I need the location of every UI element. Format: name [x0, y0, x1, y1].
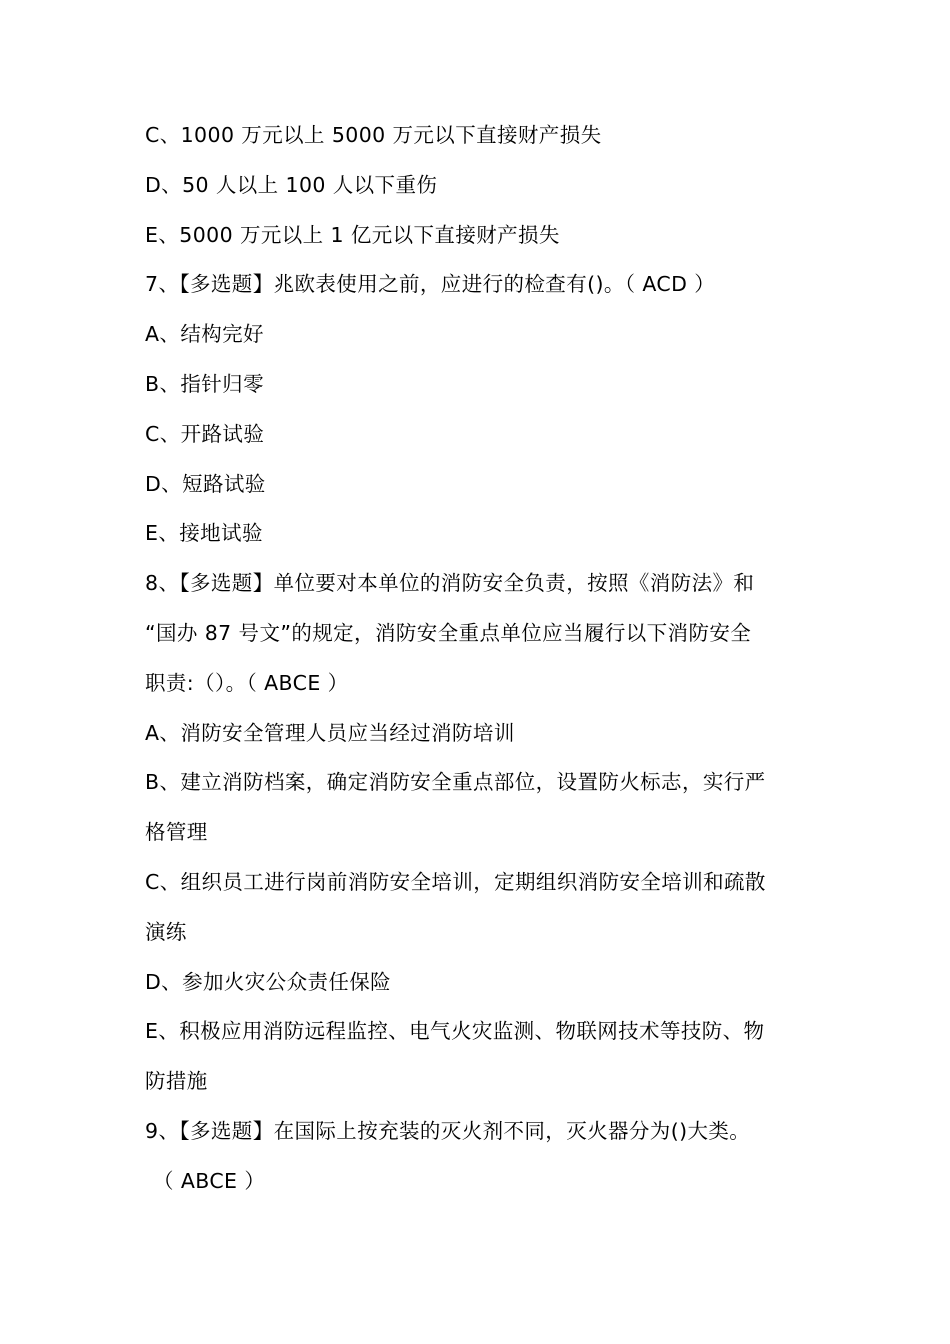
- question-8-option-e-line-2: 防措施: [145, 1069, 208, 1094]
- question-9-answer: （ ABCE ）: [153, 1168, 266, 1193]
- option-d-line: D、50 人以上 100 人以下重伤: [145, 172, 438, 197]
- document-body: [145, 111, 810, 1207]
- question-8-line-2: “国办 87 号文”的规定，消防安全重点单位应当履行以下消防安全: [145, 620, 752, 645]
- option-e-line: E、5000 万元以上 1 亿元以下直接财产损失: [145, 222, 560, 247]
- question-7-option-b: B、指针归零: [145, 371, 264, 396]
- question-7-option-c: C、开路试验: [145, 421, 265, 446]
- question-7-option-d: D、短路试验: [145, 471, 266, 496]
- question-7-option-a: A、结构完好: [145, 322, 264, 347]
- question-7-option-e: E、接地试验: [145, 521, 263, 546]
- question-8-option-c-line-1: C、组织员工进行岗前消防安全培训，定期组织消防安全培训和疏散: [145, 869, 766, 894]
- question-8-option-b-line-2: 格管理: [145, 820, 208, 845]
- question-9-line-1: 9、【多选题】在国际上按充装的灭火剂不同，灭火器分为()大类。: [145, 1118, 751, 1143]
- question-8-option-b-line-1: B、建立消防档案，确定消防安全重点部位，设置防火标志，实行严: [145, 770, 766, 795]
- question-8-line-3: 职责:（）。（ ABCE ）: [145, 670, 349, 695]
- question-8-option-d: D、参加火灾公众责任保险: [145, 969, 392, 994]
- question-8-option-a: A、消防安全管理人员应当经过消防培训: [145, 720, 515, 745]
- question-7: 7、【多选题】兆欧表使用之前，应进行的检查有()。（ ACD ）: [145, 272, 716, 297]
- option-c-line: C、1000 万元以上 5000 万元以下直接财产损失: [145, 123, 602, 147]
- question-8-line-1: 8、【多选题】单位要对本单位的消防安全负责，按照《消防法》和: [145, 571, 755, 596]
- question-8-option-c-line-2: 演练: [145, 919, 187, 944]
- question-8-option-e-line-1: E、积极应用消防远程监控、电气火灾监测、物联网技术等技防、物: [145, 1019, 765, 1044]
